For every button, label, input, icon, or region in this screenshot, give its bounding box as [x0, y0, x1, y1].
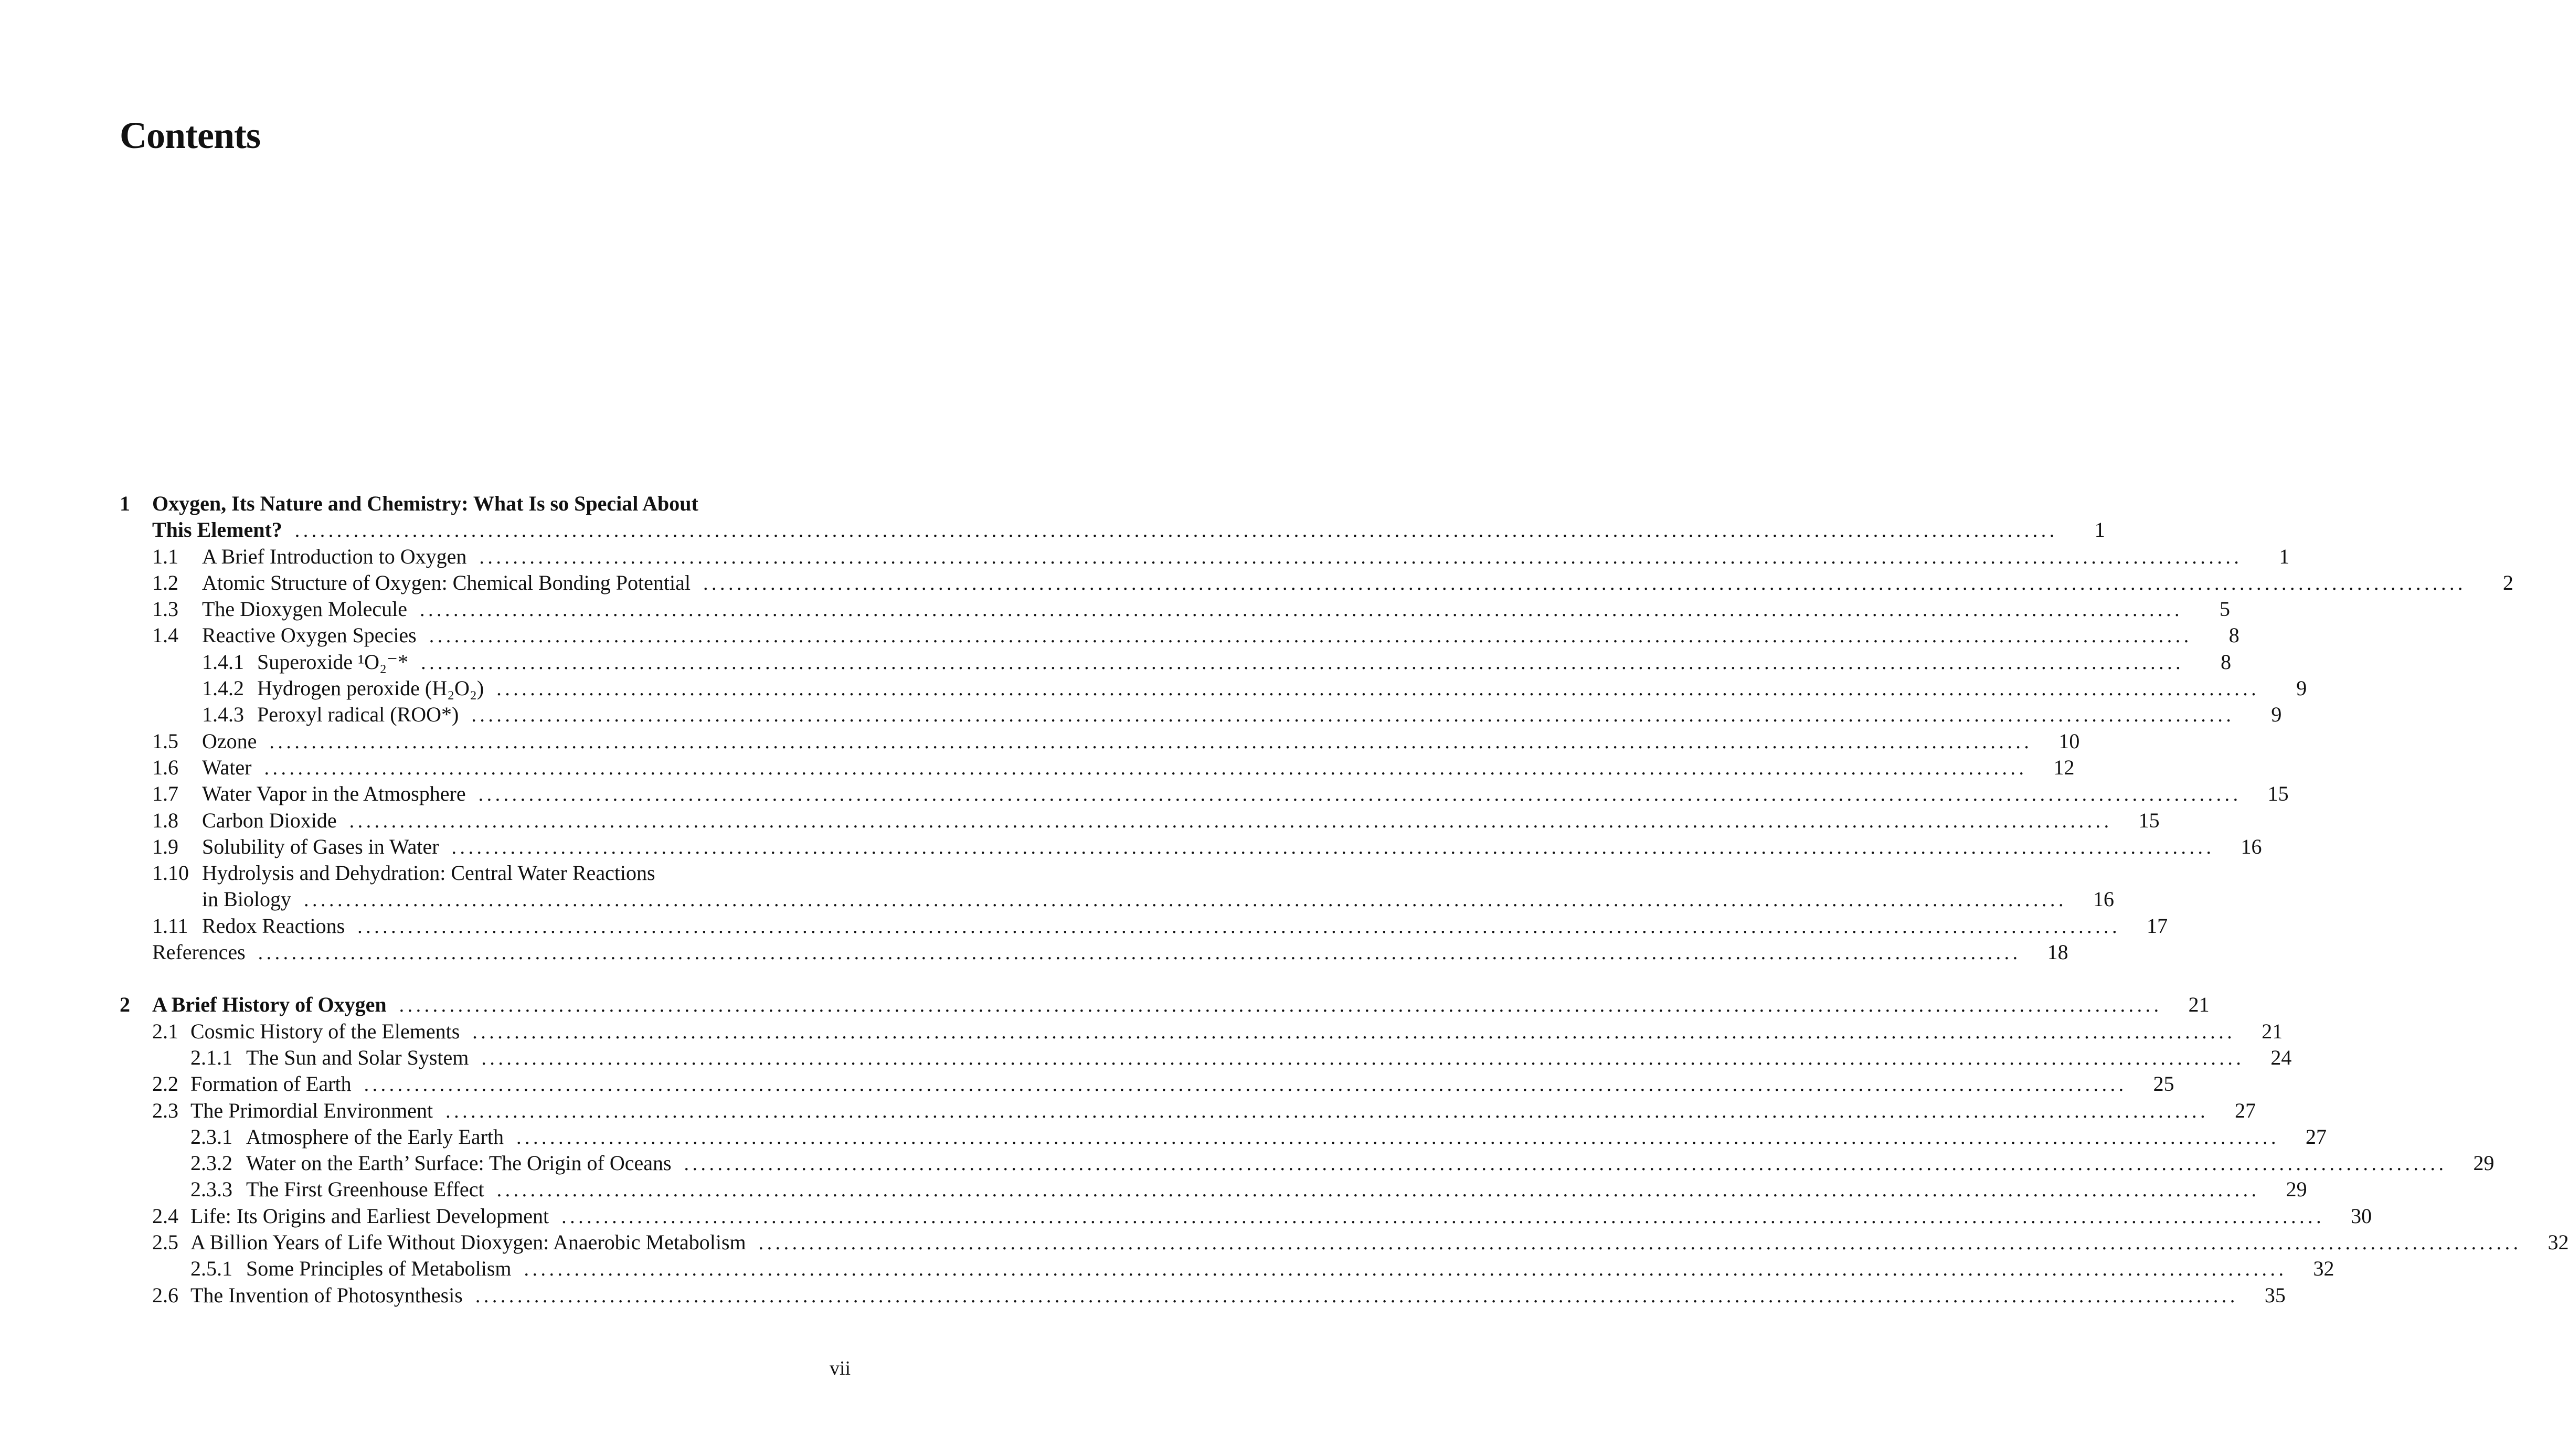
dot-leader: .................................................................................................................................................................................................................. [399, 994, 2162, 1017]
dot-leader: .................................................................................................................................................................................................................. [421, 651, 2184, 674]
section-number: 2.3.2 [190, 1151, 232, 1175]
page-number: 25 [2153, 1072, 2174, 1096]
dot-leader: .................................................................................................................................................................................................................. [420, 599, 2183, 621]
section-title: Ozone [202, 729, 257, 753]
section-title: Water [202, 755, 252, 779]
page-number: 16 [2093, 887, 2115, 911]
dot-leader: .................................................................................................................................................................................................................. [357, 915, 2121, 938]
section-number: 1.1 [152, 544, 178, 568]
dot-leader: .................................................................................................................................................................................................................. [364, 1074, 2127, 1096]
dot-leader: .................................................................................................................................................................................................................. [429, 625, 2192, 647]
section-number: 2.1.1 [190, 1045, 232, 1069]
dot-leader: .................................................................................................................................................................................................................. [472, 1021, 2236, 1043]
section-number: 2.3.1 [190, 1124, 232, 1149]
dot-leader: .................................................................................................................................................................................................................. [561, 1205, 2325, 1228]
section-number: 1.4 [152, 623, 178, 647]
toc-entry[interactable] [120, 649, 2232, 675]
page-number: 29 [2286, 1177, 2307, 1202]
toc-entry[interactable] [120, 570, 2513, 596]
dot-leader: .................................................................................................................................................................................................................. [758, 1232, 2522, 1255]
toc-entry[interactable] [120, 1176, 2307, 1203]
section-number: 2.1 [152, 1019, 178, 1043]
section-title: Water on the Earth’ Surface: The Origin of Oceans [246, 1151, 672, 1175]
page-number: 12 [2053, 755, 2075, 779]
toc-entry[interactable] [120, 1229, 2569, 1256]
section-number: 1.4.2 [202, 676, 244, 700]
toc-entry[interactable] [120, 1203, 2372, 1229]
section-number: 1.7 [152, 782, 178, 806]
section-number: 1.5 [152, 729, 178, 753]
page-number: 32 [2313, 1257, 2334, 1281]
page-number: 27 [2305, 1124, 2327, 1149]
page-number: 8 [2221, 650, 2232, 674]
section-number: 2.3 [152, 1098, 178, 1122]
section-number: 1.4.1 [202, 650, 244, 674]
toc-entry[interactable] [120, 1256, 2334, 1282]
dot-leader: .................................................................................................................................................................................................................. [258, 942, 2021, 964]
page-number: 32 [2547, 1230, 2569, 1255]
page-number: 35 [2264, 1283, 2286, 1307]
dot-leader: .................................................................................................................................................................................................................. [269, 730, 2033, 753]
section-title: in Biology [202, 887, 292, 911]
dot-leader: .................................................................................................................................................................................................................. [471, 704, 2235, 727]
section-number: 1.8 [152, 808, 178, 832]
dot-leader: .................................................................................................................................................................................................................. [481, 1047, 2245, 1069]
toc-entry-references[interactable] [120, 939, 2068, 965]
dot-leader: .................................................................................................................................................................................................................. [703, 572, 2466, 594]
page-number: 29 [2473, 1151, 2494, 1175]
section-title: Solubility of Gases in Water [202, 834, 439, 858]
chapter-heading[interactable] [120, 992, 2210, 1018]
chapter-title: This Element? [152, 518, 282, 542]
dot-leader: .................................................................................................................................................................................................................. [684, 1153, 2447, 1175]
toc-entry[interactable] [120, 1098, 2256, 1124]
section-title: Hydrogen peroxide (H₂O₂) [257, 676, 484, 700]
dot-leader: .................................................................................................................................................................................................................. [479, 546, 2243, 568]
page-number: 9 [2296, 676, 2307, 700]
toc-entry[interactable] [120, 622, 2239, 649]
section-title: A Billion Years of Life Without Dioxygen: Anaerobic Metabolism [190, 1230, 746, 1255]
section-title: The Dioxygen Molecule [202, 597, 407, 621]
section-number: 2.3.3 [190, 1177, 232, 1202]
page-number: 10 [2058, 729, 2080, 753]
section-title: The Primordial Environment [190, 1098, 433, 1122]
section-number: 2.5.1 [190, 1257, 232, 1281]
toc-entry-continued[interactable] [120, 886, 2115, 912]
chapter-number: 2 [120, 993, 130, 1017]
section-title: References [152, 940, 246, 964]
page-number: 30 [2351, 1204, 2372, 1228]
page-number: 21 [2188, 993, 2210, 1017]
toc-entry[interactable] [120, 675, 2307, 702]
dot-leader: .................................................................................................................................................................................................................. [264, 757, 2027, 779]
page-number: 1 [2279, 544, 2290, 568]
section-number: 1.6 [152, 755, 178, 779]
section-title: Atmosphere of the Early Earth [246, 1124, 504, 1149]
section-title: The Invention of Photosynthesis [190, 1283, 463, 1307]
section-title: Atomic Structure of Oxygen: Chemical Bonding Potential [202, 570, 691, 594]
page-folio: vii [830, 1357, 851, 1379]
dot-leader: .................................................................................................................................................................................................................. [304, 889, 2067, 911]
section-title: Hydrolysis and Dehydration: Central Water Reactions [202, 861, 655, 885]
dot-leader: .................................................................................................................................................................................................................. [349, 810, 2112, 832]
toc-entry[interactable] [120, 702, 2282, 728]
section-number: 1.2 [152, 570, 178, 594]
page-number: 15 [2138, 808, 2160, 832]
toc-entry[interactable] [120, 860, 852, 886]
dot-leader: .................................................................................................................................................................................................................. [496, 678, 2260, 700]
dot-leader: .................................................................................................................................................................................................................. [451, 836, 2215, 858]
page-number: 18 [2047, 940, 2068, 964]
section-title: Reactive Oxygen Species [202, 623, 417, 647]
section-number: 1.11 [152, 913, 188, 938]
dot-leader: .................................................................................................................................................................................................................. [445, 1100, 2209, 1122]
section-title: Formation of Earth [190, 1072, 352, 1096]
chapter-heading-continued[interactable] [120, 517, 2105, 543]
toc-entry[interactable] [120, 1282, 2286, 1309]
section-title: Redox Reactions [202, 913, 345, 938]
section-number: 1.9 [152, 834, 178, 858]
section-title: Peroxyl radical (ROO*) [257, 703, 459, 727]
chapter-title: Oxygen, Its Nature and Chemistry: What Is so Special About [152, 492, 698, 515]
section-number: 1.4.3 [202, 703, 244, 727]
page-number: 8 [2228, 623, 2239, 647]
toc-entry[interactable] [120, 834, 2262, 860]
section-number: 2.4 [152, 1204, 178, 1228]
dot-leader: .................................................................................................................................................................................................................. [478, 783, 2242, 806]
dot-leader: .................................................................................................................................................................................................................. [496, 1179, 2260, 1202]
section-title: The First Greenhouse Effect [246, 1177, 484, 1202]
chapter-number: 1 [120, 492, 130, 515]
toc-entry[interactable] [120, 781, 2289, 807]
toc-entry[interactable] [120, 596, 2230, 622]
toc-entry[interactable] [120, 807, 2160, 834]
page-number: 1 [2094, 518, 2105, 542]
toc-entry[interactable] [120, 728, 2080, 754]
page-number: 5 [2220, 597, 2230, 621]
toc-entry[interactable] [120, 754, 2075, 781]
dot-leader: .................................................................................................................................................................................................................. [516, 1126, 2279, 1149]
page-number: 15 [2267, 782, 2289, 806]
page-number: 21 [2262, 1019, 2283, 1043]
toc-entry[interactable] [120, 1071, 2174, 1097]
toc-entry[interactable] [120, 1045, 2292, 1071]
chapter-title: A Brief History of Oxygen [152, 993, 387, 1017]
toc-entry[interactable] [120, 1124, 2327, 1150]
page-number: 17 [2147, 913, 2168, 938]
section-number: 1.3 [152, 597, 178, 621]
section-title: Superoxide ¹O₂⁻* [257, 650, 409, 674]
dot-leader: .................................................................................................................................................................................................................. [475, 1284, 2238, 1307]
table-of-contents [120, 491, 2569, 1309]
page-number: 2 [2502, 570, 2513, 594]
section-title: Water Vapor in the Atmosphere [202, 782, 466, 806]
chapter-heading[interactable] [120, 491, 852, 517]
page-title: Contents [120, 114, 261, 156]
toc-entry[interactable] [120, 1018, 2283, 1045]
section-title: Cosmic History of the Elements [190, 1019, 460, 1043]
section-title: Some Principles of Metabolism [246, 1257, 512, 1281]
dot-leader: .................................................................................................................................................................................................................. [524, 1258, 2287, 1281]
page-number: 9 [2271, 703, 2282, 727]
section-number: 2.5 [152, 1230, 178, 1255]
toc-entry[interactable] [120, 544, 2290, 570]
section-title: A Brief Introduction to Oxygen [202, 544, 467, 568]
section-number: 2.6 [152, 1283, 178, 1307]
section-title: The Sun and Solar System [246, 1045, 469, 1069]
page-number: 27 [2235, 1098, 2256, 1122]
page-number: 24 [2270, 1045, 2292, 1069]
section-title: Life: Its Origins and Earliest Development [190, 1204, 549, 1228]
toc-entry[interactable] [120, 913, 2168, 939]
toc-entry[interactable] [120, 1150, 2494, 1176]
dot-leader: .................................................................................................................................................................................................................. [294, 519, 2058, 542]
section-title: Carbon Dioxide [202, 808, 337, 832]
page-number: 16 [2241, 834, 2262, 858]
section-number: 1.10 [152, 861, 189, 885]
section-number: 2.2 [152, 1072, 178, 1096]
